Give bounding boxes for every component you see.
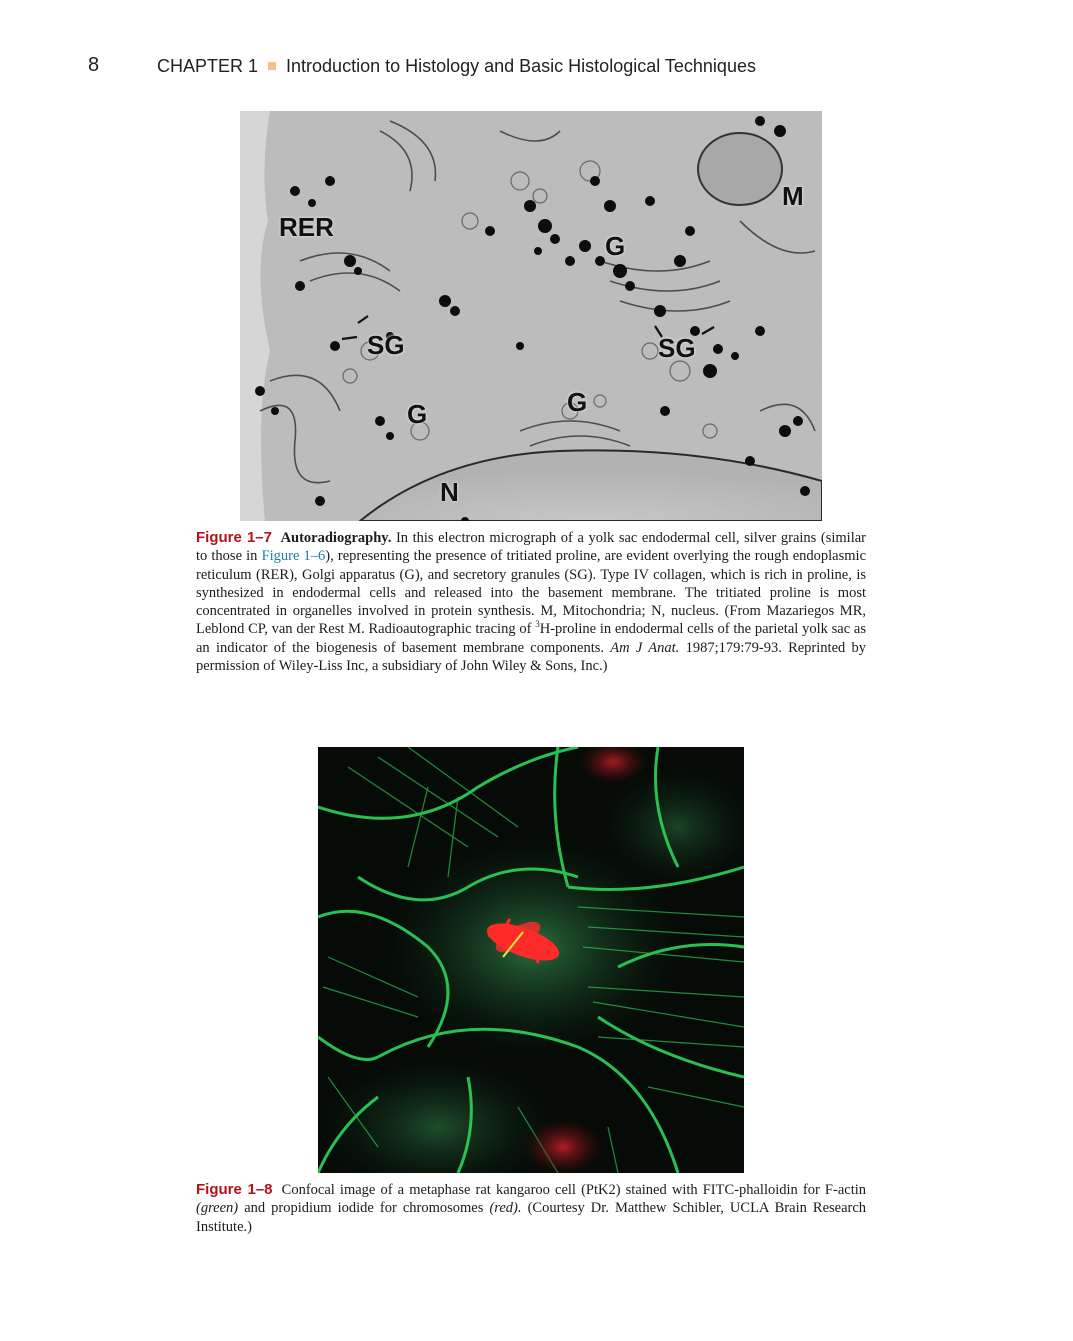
caption-green: (green): [196, 1200, 239, 1217]
caption-text: (Courtesy Dr. Matthew Schibler, UCLA Brain Research Institute.): [196, 1200, 867, 1235]
caption-text: ), representing the presence of tritiated proline, are evident overlying the rough endoplasmic reticulum (RER), Golgi apparatus (G), and secretory granules (SG). Type IV collagen, which is rich in proline, is synthesized in endodermal cells and released into the basement membrane. The tritiated proline is most concentrated in organelles involved in protein synthesis. M, Mitochondria; N, nucleus. (From Mazariegos MR, Leblond CP, van der Rest M. Radioautographic tracing of: [196, 548, 867, 638]
caption-red: (red).: [489, 1200, 522, 1217]
caption-text: Confocal image of a metaphase rat kangaroo cell (PtK2) stained with FITC-phalloidin for F-actin: [281, 1182, 867, 1198]
electron-micrograph: [240, 111, 822, 521]
label-g-left: G: [407, 399, 428, 429]
superscript: 3: [535, 619, 540, 630]
caption-text: H-proline in endodermal cells of the parietal yolk sac as an indicator of the biogenesis of basement membrane components.: [196, 621, 866, 656]
label-g-top: G: [605, 231, 626, 261]
square-bullet-icon: [268, 62, 276, 70]
caption-text: 1987;179:79-93. Reprinted by permission of Wiley-Liss Inc, a subsidiary of John Wiley & Sons, Inc.): [196, 639, 867, 675]
caption-text: In this electron micrograph of a yolk sac endodermal cell, silver grains (similar to those in: [196, 530, 866, 565]
label-rer: RER: [279, 212, 334, 242]
figure-1-8-label: Figure 1–8: [196, 1181, 273, 1198]
figure-1-8-caption: [196, 1181, 866, 1236]
figure-1-7-title: Autoradiography.: [280, 530, 392, 546]
label-g-center: G: [567, 387, 588, 417]
chapter-title: Introduction to Histology and Basic Histological Techniques: [286, 56, 756, 76]
figure-1-6-link[interactable]: Figure 1–6: [261, 548, 326, 565]
figure-1-7-label: Figure 1–7: [196, 529, 272, 546]
confocal-texture: [318, 747, 744, 1173]
label-sg-left: SG: [367, 330, 405, 360]
journal-name: Am J Anat.: [610, 639, 680, 656]
label-m: M: [782, 181, 804, 211]
page-number: 8: [88, 54, 100, 76]
micrograph-texture: [240, 111, 822, 521]
label-sg-right: SG: [658, 333, 696, 363]
page-header: [0, 54, 1073, 80]
figure-1-7-caption: [196, 529, 866, 675]
chapter-label: CHAPTER 1: [157, 56, 259, 76]
label-n: N: [440, 477, 459, 507]
running-head: [157, 56, 756, 77]
caption-text: and propidium iodide for chromosomes: [244, 1200, 484, 1217]
confocal-image: [318, 747, 744, 1173]
